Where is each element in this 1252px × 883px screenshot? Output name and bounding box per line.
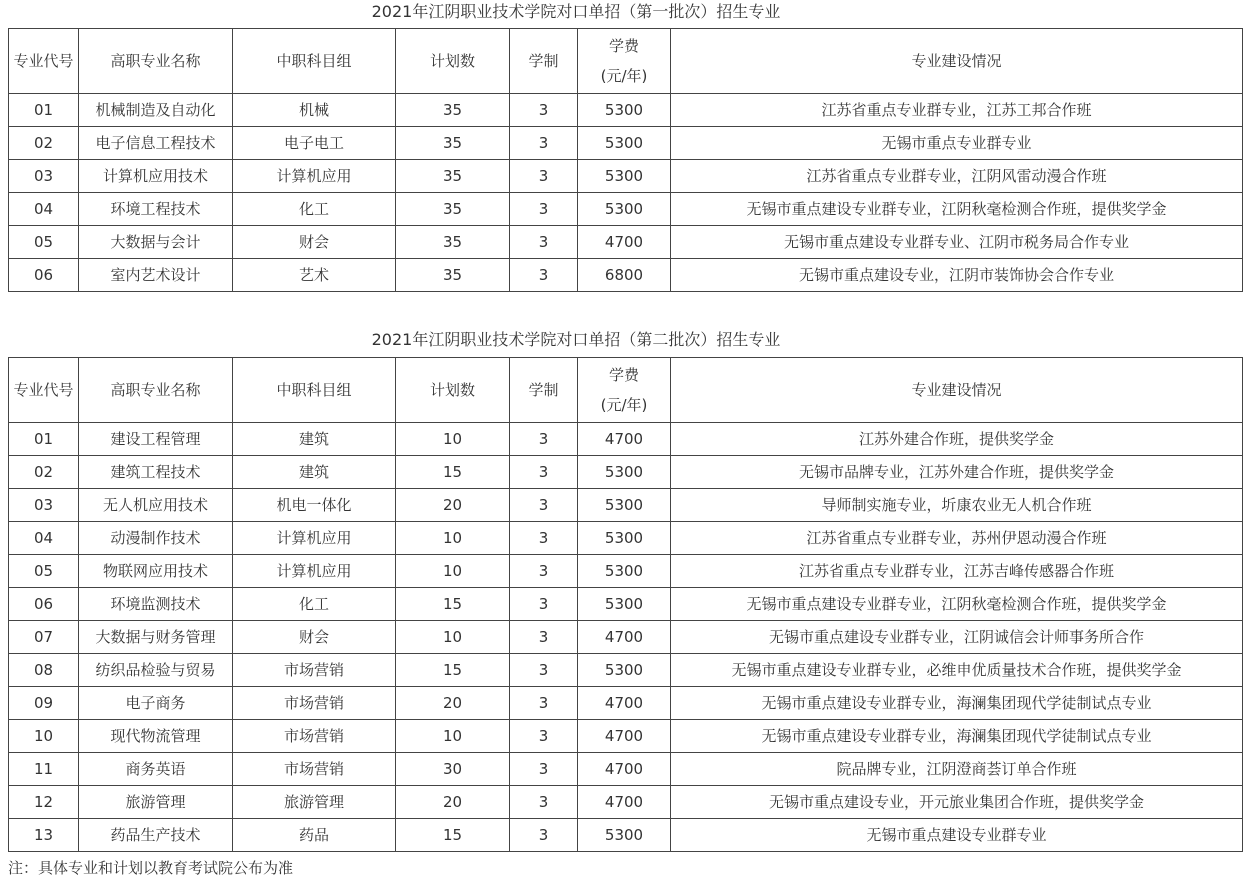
header-fee-line1: 学费	[608, 37, 639, 55]
cell-major: 机械制造及自动化	[79, 94, 233, 127]
cell-group: 机械	[233, 94, 396, 127]
table-row	[9, 193, 1243, 226]
table-row	[9, 94, 1243, 127]
cell-code: 04	[9, 193, 79, 226]
cell-major: 纺织品检验与贸易	[79, 654, 233, 687]
cell-plan: 35	[396, 193, 510, 226]
cell-plan: 20	[396, 489, 510, 522]
cell-years: 3	[510, 786, 578, 819]
admissions-table-batch1	[8, 28, 1243, 292]
table-row	[9, 226, 1243, 259]
cell-code: 05	[9, 555, 79, 588]
cell-code: 01	[9, 94, 79, 127]
cell-desc: 无锡市重点建设专业，江阴市装饰协会合作专业	[671, 259, 1243, 292]
table2-title: 2021年江阴职业技术学院对口单招（第二批次）招生专业	[371, 330, 781, 349]
cell-major: 动漫制作技术	[79, 522, 233, 555]
cell-major: 计算机应用技术	[79, 160, 233, 193]
cell-group: 计算机应用	[233, 160, 396, 193]
cell-major: 商务英语	[79, 753, 233, 786]
table-row	[9, 127, 1243, 160]
cell-plan: 20	[396, 786, 510, 819]
cell-desc: 无锡市品牌专业，江苏外建合作班，提供奖学金	[671, 456, 1243, 489]
table-row	[9, 423, 1243, 456]
cell-major: 环境监测技术	[79, 588, 233, 621]
table1-title: 2021年江阴职业技术学院对口单招（第一批次）招生专业	[371, 2, 781, 21]
cell-years: 3	[510, 687, 578, 720]
table-row	[9, 786, 1243, 819]
table-header-row	[9, 29, 1243, 94]
header-group: 中职科目组	[233, 29, 396, 94]
cell-group: 建筑	[233, 456, 396, 489]
cell-code: 01	[9, 423, 79, 456]
cell-group: 市场营销	[233, 720, 396, 753]
cell-desc: 无锡市重点建设专业群专业，江阴秋毫检测合作班，提供奖学金	[671, 193, 1243, 226]
cell-desc: 无锡市重点建设专业群专业，必维申优质量技术合作班，提供奖学金	[671, 654, 1243, 687]
table-header-row	[9, 358, 1243, 423]
cell-desc: 无锡市重点建设专业群专业，海澜集团现代学徒制试点专业	[671, 720, 1243, 753]
cell-group: 建筑	[233, 423, 396, 456]
cell-major: 大数据与财务管理	[79, 621, 233, 654]
cell-code: 09	[9, 687, 79, 720]
table-row	[9, 753, 1243, 786]
cell-years: 3	[510, 621, 578, 654]
table-row	[9, 654, 1243, 687]
cell-desc: 无锡市重点建设专业群专业，江阴秋毫检测合作班，提供奖学金	[671, 588, 1243, 621]
cell-desc: 江苏省重点专业群专业，江苏工邦合作班	[671, 94, 1243, 127]
cell-fee: 5300	[578, 819, 671, 852]
cell-plan: 10	[396, 720, 510, 753]
cell-group: 药品	[233, 819, 396, 852]
cell-major: 室内艺术设计	[79, 259, 233, 292]
cell-code: 04	[9, 522, 79, 555]
header-desc: 专业建设情况	[671, 358, 1243, 423]
cell-plan: 10	[396, 423, 510, 456]
cell-code: 02	[9, 456, 79, 489]
cell-years: 3	[510, 193, 578, 226]
table2-body	[9, 423, 1243, 852]
table-row	[9, 259, 1243, 292]
header-fee-line2: (元/年)	[600, 396, 648, 414]
cell-code: 06	[9, 259, 79, 292]
table-row	[9, 489, 1243, 522]
cell-code: 03	[9, 160, 79, 193]
header-group: 中职科目组	[233, 358, 396, 423]
cell-code: 08	[9, 654, 79, 687]
cell-years: 3	[510, 489, 578, 522]
cell-major: 环境工程技术	[79, 193, 233, 226]
cell-major: 药品生产技术	[79, 819, 233, 852]
cell-plan: 35	[396, 94, 510, 127]
header-fee	[578, 358, 671, 423]
cell-desc: 江苏省重点专业群专业，江阴风雷动漫合作班	[671, 160, 1243, 193]
header-fee	[578, 29, 671, 94]
cell-fee: 4700	[578, 687, 671, 720]
cell-code: 03	[9, 489, 79, 522]
cell-group: 市场营销	[233, 753, 396, 786]
cell-desc: 院品牌专业，江阴澄商荟订单合作班	[671, 753, 1243, 786]
cell-plan: 15	[396, 456, 510, 489]
header-plan: 计划数	[396, 29, 510, 94]
cell-fee: 5300	[578, 588, 671, 621]
header-fee-line2: (元/年)	[600, 67, 648, 85]
cell-plan: 35	[396, 259, 510, 292]
cell-fee: 5300	[578, 127, 671, 160]
cell-major: 旅游管理	[79, 786, 233, 819]
table-row	[9, 555, 1243, 588]
cell-years: 3	[510, 456, 578, 489]
cell-fee: 4700	[578, 753, 671, 786]
cell-plan: 15	[396, 819, 510, 852]
header-plan: 计划数	[396, 358, 510, 423]
cell-fee: 4700	[578, 720, 671, 753]
table-row	[9, 456, 1243, 489]
cell-fee: 6800	[578, 259, 671, 292]
cell-code: 11	[9, 753, 79, 786]
header-major: 高职专业名称	[79, 29, 233, 94]
cell-group: 财会	[233, 621, 396, 654]
cell-plan: 10	[396, 621, 510, 654]
cell-group: 艺术	[233, 259, 396, 292]
cell-fee: 5300	[578, 654, 671, 687]
cell-fee: 5300	[578, 522, 671, 555]
table-row	[9, 588, 1243, 621]
cell-group: 市场营销	[233, 687, 396, 720]
cell-major: 建设工程管理	[79, 423, 233, 456]
cell-fee: 5300	[578, 456, 671, 489]
cell-major: 现代物流管理	[79, 720, 233, 753]
cell-fee: 5300	[578, 193, 671, 226]
cell-plan: 30	[396, 753, 510, 786]
cell-years: 3	[510, 588, 578, 621]
cell-desc: 江苏外建合作班，提供奖学金	[671, 423, 1243, 456]
header-major: 高职专业名称	[79, 358, 233, 423]
table-row	[9, 819, 1243, 852]
cell-plan: 35	[396, 160, 510, 193]
cell-major: 建筑工程技术	[79, 456, 233, 489]
cell-code: 10	[9, 720, 79, 753]
cell-years: 3	[510, 654, 578, 687]
cell-plan: 35	[396, 226, 510, 259]
table-row	[9, 720, 1243, 753]
cell-years: 3	[510, 259, 578, 292]
cell-code: 06	[9, 588, 79, 621]
cell-fee: 5300	[578, 160, 671, 193]
cell-desc: 江苏省重点专业群专业，江苏吉峰传感器合作班	[671, 555, 1243, 588]
cell-group: 机电一体化	[233, 489, 396, 522]
cell-code: 02	[9, 127, 79, 160]
cell-years: 3	[510, 127, 578, 160]
admissions-table-batch2	[8, 357, 1243, 852]
cell-years: 3	[510, 423, 578, 456]
cell-years: 3	[510, 226, 578, 259]
cell-group: 电子电工	[233, 127, 396, 160]
cell-group: 计算机应用	[233, 555, 396, 588]
table1-body	[9, 94, 1243, 292]
cell-plan: 35	[396, 127, 510, 160]
cell-desc: 江苏省重点专业群专业，苏州伊恩动漫合作班	[671, 522, 1243, 555]
cell-years: 3	[510, 555, 578, 588]
cell-major: 无人机应用技术	[79, 489, 233, 522]
header-years: 学制	[510, 29, 578, 94]
cell-group: 化工	[233, 193, 396, 226]
cell-fee: 4700	[578, 786, 671, 819]
cell-fee: 4700	[578, 621, 671, 654]
cell-major: 物联网应用技术	[79, 555, 233, 588]
cell-plan: 15	[396, 588, 510, 621]
cell-code: 12	[9, 786, 79, 819]
cell-code: 07	[9, 621, 79, 654]
header-code: 专业代号	[9, 358, 79, 423]
header-years: 学制	[510, 358, 578, 423]
footnote: 注：具体专业和计划以教育考试院公布为准	[8, 859, 294, 877]
cell-fee: 5300	[578, 94, 671, 127]
cell-years: 3	[510, 522, 578, 555]
cell-major: 大数据与会计	[79, 226, 233, 259]
header-desc: 专业建设情况	[671, 29, 1243, 94]
table-row	[9, 687, 1243, 720]
table-row	[9, 522, 1243, 555]
cell-years: 3	[510, 753, 578, 786]
cell-desc: 无锡市重点建设专业，开元旅业集团合作班，提供奖学金	[671, 786, 1243, 819]
cell-group: 化工	[233, 588, 396, 621]
cell-code: 05	[9, 226, 79, 259]
cell-plan: 20	[396, 687, 510, 720]
cell-fee: 4700	[578, 226, 671, 259]
cell-code: 13	[9, 819, 79, 852]
cell-plan: 10	[396, 522, 510, 555]
cell-years: 3	[510, 160, 578, 193]
cell-desc: 无锡市重点建设专业群专业	[671, 819, 1243, 852]
cell-years: 3	[510, 819, 578, 852]
cell-plan: 10	[396, 555, 510, 588]
cell-desc: 无锡市重点专业群专业	[671, 127, 1243, 160]
cell-fee: 4700	[578, 423, 671, 456]
cell-desc: 无锡市重点建设专业群专业，江阴诚信会计师事务所合作	[671, 621, 1243, 654]
table-row	[9, 160, 1243, 193]
cell-group: 市场营销	[233, 654, 396, 687]
cell-desc: 导师制实施专业，圻康农业无人机合作班	[671, 489, 1243, 522]
cell-plan: 15	[396, 654, 510, 687]
cell-group: 旅游管理	[233, 786, 396, 819]
cell-group: 财会	[233, 226, 396, 259]
header-code: 专业代号	[9, 29, 79, 94]
cell-group: 计算机应用	[233, 522, 396, 555]
cell-major: 电子商务	[79, 687, 233, 720]
table-row	[9, 621, 1243, 654]
cell-desc: 无锡市重点建设专业群专业、江阴市税务局合作专业	[671, 226, 1243, 259]
cell-years: 3	[510, 94, 578, 127]
cell-major: 电子信息工程技术	[79, 127, 233, 160]
cell-desc: 无锡市重点建设专业群专业，海澜集团现代学徒制试点专业	[671, 687, 1243, 720]
header-fee-line1: 学费	[608, 366, 639, 384]
cell-years: 3	[510, 720, 578, 753]
cell-fee: 5300	[578, 489, 671, 522]
cell-fee: 5300	[578, 555, 671, 588]
